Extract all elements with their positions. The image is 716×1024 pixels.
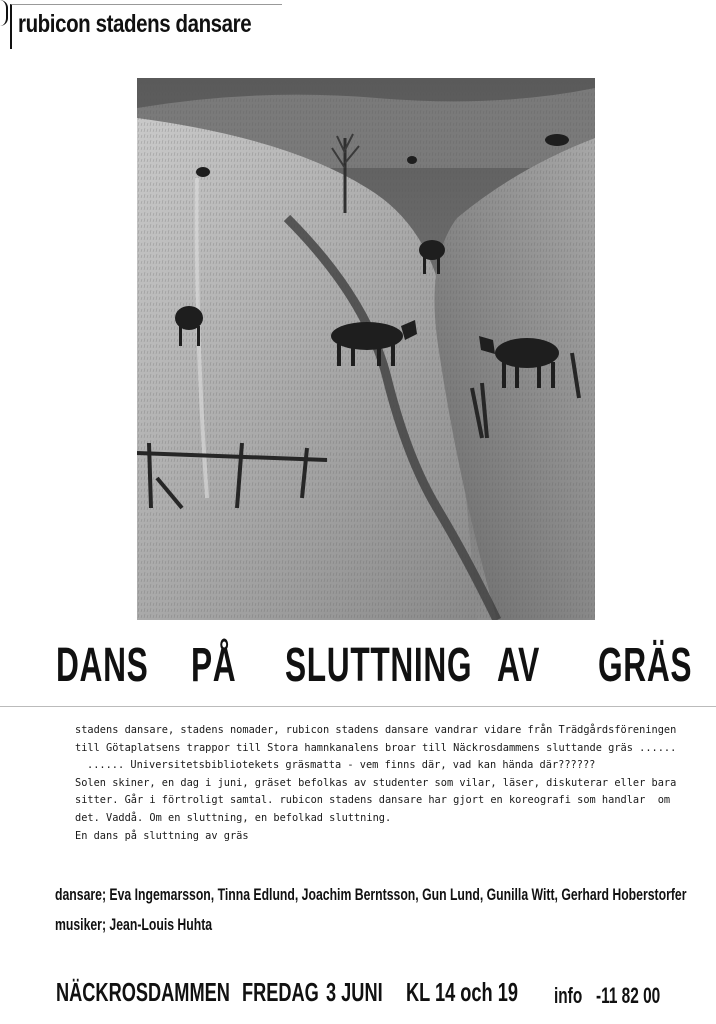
- cow-distant-1: [196, 167, 210, 177]
- musician-line: musiker; Jean-Louis Huhta: [55, 915, 213, 934]
- event-date: 3 JUNI: [326, 977, 383, 1007]
- headline-word-4: AV: [497, 639, 540, 692]
- headline-word-1: DANS: [56, 639, 149, 692]
- body-line: till Götaplatsens trappor till Stora hamnkanalens broar till Näckrosdammens sluttande gräs ......: [75, 741, 677, 754]
- body-line: ...... Universitetsbibliotekets gräsmatta - vem finns där, vad kan hända där??????: [87, 759, 596, 772]
- info-label: info: [554, 983, 583, 1008]
- page-title: rubicon stadens dansare: [18, 10, 252, 38]
- body-text: [75, 722, 675, 845]
- corner-crop-mark: [0, 0, 8, 26]
- info-number: -11 82 00: [596, 983, 661, 1008]
- headline-word-5: GRÄS: [598, 639, 693, 692]
- venue: NÄCKROSDAMMEN: [56, 977, 230, 1007]
- body-line: sitter. Går i förtroligt samtal. rubicon stadens dansare har gjort en koreografi som handlar om: [75, 794, 671, 807]
- body-line: Solen skiner, en dag i juni, gräset befolkas av studenter som vilar, läser, diskuterar eller bara: [75, 776, 677, 789]
- event-time: KL 14 och 19: [406, 977, 518, 1007]
- body-line: det. Vaddå. Om en sluttning, en befolkad sluttning.: [75, 811, 392, 824]
- event-footer: [56, 974, 676, 1010]
- photo-illustration: [137, 78, 595, 620]
- credits: [55, 880, 686, 940]
- divider: [0, 706, 716, 707]
- body-line: En dans på sluttning av gräs: [75, 829, 249, 842]
- cow-distant-3: [407, 156, 417, 164]
- headline-word-2: PÅ: [191, 639, 237, 692]
- cow-distant-2: [545, 134, 569, 146]
- headline: [56, 636, 693, 696]
- hillside-photo: [137, 78, 595, 620]
- body-line: stadens dansare, stadens nomader, rubicon stadens dansare vandrar vidare från Trädgårdsföreningen: [75, 724, 677, 736]
- dancers-line: dansare; Eva Ingemarsson, Tinna Edlund, Joachim Berntsson, Gun Lund, Gunilla Witt, Gerhard Hoberstorfer: [55, 885, 687, 904]
- headline-word-3: SLUTTNING: [285, 639, 473, 692]
- event-day: FREDAG: [242, 977, 319, 1007]
